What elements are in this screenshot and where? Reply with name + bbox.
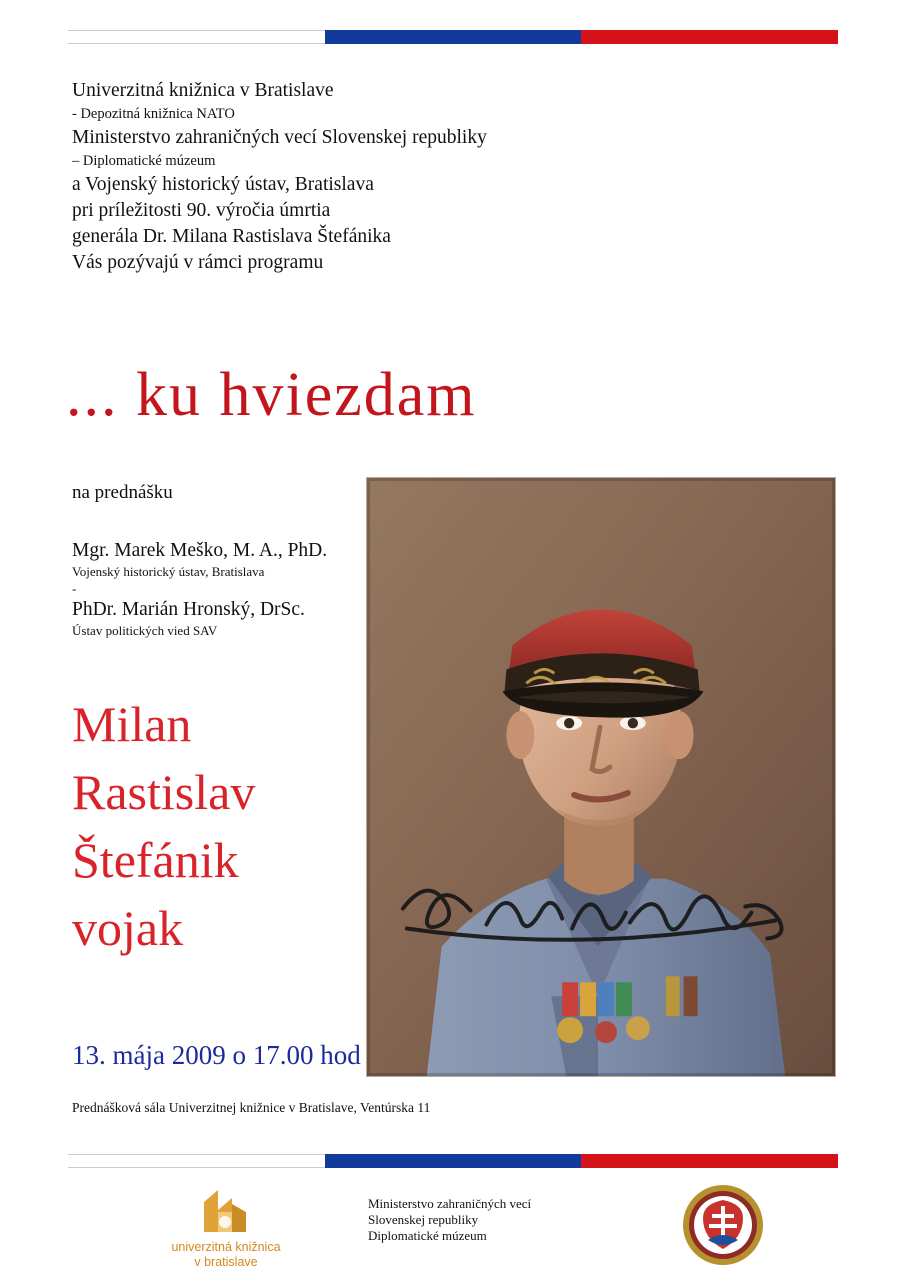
tricolor-bar-top bbox=[68, 30, 838, 44]
tricolor-segment-white bbox=[68, 30, 325, 44]
logo-university-library bbox=[136, 1182, 316, 1270]
organizer-line: Univerzitná knižnica v Bratislave bbox=[72, 80, 334, 101]
footer-block bbox=[68, 1182, 838, 1272]
organizers-block bbox=[72, 78, 692, 276]
tricolor-segment-red bbox=[581, 1154, 838, 1168]
tricolor-segment-white bbox=[68, 1154, 325, 1168]
speaker-name: Mgr. Marek Meško, M. A., PhD. bbox=[72, 540, 328, 561]
event-date: 13. mája 2009 o 17.00 hod bbox=[72, 1040, 361, 1070]
tricolor-segment-blue bbox=[325, 1154, 582, 1168]
poster-title: ... ku hviezdam bbox=[66, 361, 477, 429]
lecture-label: na prednášku bbox=[72, 482, 173, 503]
ministry-credit bbox=[368, 1196, 628, 1244]
event-venue: Prednášková sála Univerzitnej knižnice v Bratislave, Ventúrska 11 bbox=[72, 1100, 431, 1115]
ministry-credit-line2: Slovenskej republiky bbox=[368, 1212, 479, 1227]
organizer-line: Vás pozývajú v rámci programu bbox=[72, 252, 324, 273]
organizer-line: generála Dr. Milana Rastislava Štefánika bbox=[72, 226, 391, 247]
tricolor-segment-blue bbox=[325, 30, 582, 44]
ministry-credit-line1: Ministerstvo zahraničných vecí bbox=[368, 1196, 532, 1211]
library-logo-icon bbox=[198, 1182, 254, 1238]
speaker-affiliation: Ústav politických vied SAV bbox=[72, 623, 218, 638]
library-logo-line1: univerzitná knižnica bbox=[171, 1240, 281, 1254]
organizer-line: a Vojenský historický ústav, Bratislava bbox=[72, 174, 374, 195]
tricolor-segment-red bbox=[581, 30, 838, 44]
speakers-block bbox=[72, 538, 372, 640]
organizer-line: Ministerstvo zahraničných vecí Slovenskej republiky bbox=[72, 127, 487, 148]
subject-name-line: Štefánik bbox=[72, 832, 239, 888]
state-crest-icon bbox=[678, 1182, 768, 1268]
speaker-name: PhDr. Marián Hronský, DrSc. bbox=[72, 599, 305, 620]
tricolor-bar-bottom bbox=[68, 1154, 838, 1168]
organizer-line: - Depozitná knižnica NATO bbox=[72, 106, 235, 122]
portrait-image bbox=[366, 477, 836, 1077]
subject-name-line: Rastislav bbox=[72, 764, 256, 820]
speaker-affiliation: Vojenský historický ústav, Bratislava bbox=[72, 564, 265, 579]
subject-name-line: Milan bbox=[72, 696, 192, 752]
organizer-line: pri príležitosti 90. výročia úmrtia bbox=[72, 200, 331, 221]
subject-name-line: vojak bbox=[72, 900, 184, 956]
organizer-line: – Diplomatické múzeum bbox=[72, 153, 216, 169]
ministry-credit-line3: Diplomatické múzeum bbox=[368, 1228, 487, 1243]
library-logo-line2: v bratislave bbox=[194, 1255, 258, 1269]
speaker-separator: - bbox=[72, 581, 77, 596]
subject-name-block bbox=[72, 690, 372, 962]
